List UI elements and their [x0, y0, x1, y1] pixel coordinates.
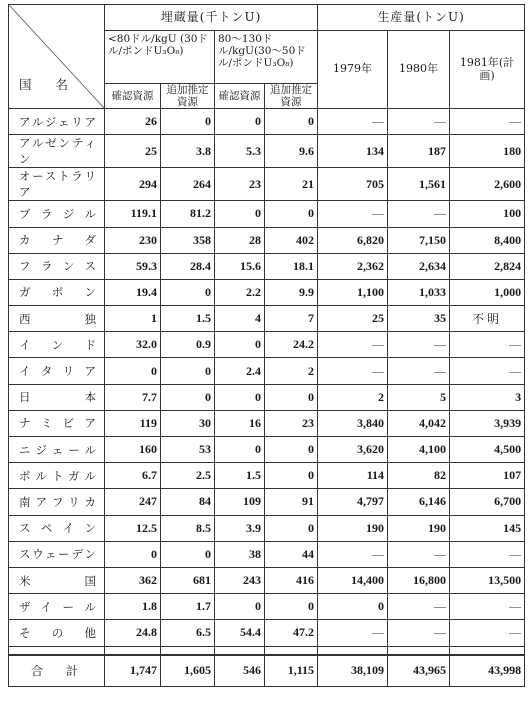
country-name: スウェーデン — [9, 541, 105, 567]
production-1979: — — [318, 358, 388, 384]
production-1979: 705 — [318, 168, 388, 201]
country-name: ナミビア — [9, 410, 105, 436]
reserve-r1-confirmed: 7.7 — [105, 384, 161, 410]
range1-confirmed-header: 確認資源 — [105, 84, 161, 109]
reserve-r2-confirmed: 109 — [215, 489, 265, 515]
country-name: イタリア — [9, 358, 105, 384]
country-name: オーストラリア — [9, 168, 105, 201]
production-1981: 8,400 — [450, 227, 525, 253]
total-label: 合計 — [9, 655, 105, 687]
production-1979: 2 — [318, 384, 388, 410]
reserve-r1-confirmed: 160 — [105, 437, 161, 463]
reserve-r1-estimated: 28.4 — [161, 253, 215, 279]
production-1981: 6,700 — [450, 489, 525, 515]
country-name: ニジェール — [9, 437, 105, 463]
production-1980: 5 — [388, 384, 450, 410]
reserve-r1-estimated: 2.5 — [161, 463, 215, 489]
reserve-r2-confirmed: 0 — [215, 384, 265, 410]
reserve-r2-estimated: 2 — [265, 358, 318, 384]
reserve-r1-confirmed: 294 — [105, 168, 161, 201]
reserve-r1-estimated: 84 — [161, 489, 215, 515]
production-1981: — — [450, 358, 525, 384]
reserve-r1-estimated: 0 — [161, 109, 215, 135]
reserve-r2-confirmed: 23 — [215, 168, 265, 201]
reserve-r2-estimated: 0 — [265, 109, 318, 135]
year-1980-header: 1980年 — [388, 31, 450, 109]
production-1981: 4,500 — [450, 437, 525, 463]
reserve-r2-estimated: 416 — [265, 567, 318, 593]
total-r1-confirmed: 1,747 — [105, 655, 161, 687]
range2-confirmed-header: 確認資源 — [215, 84, 265, 109]
production-1979: — — [318, 620, 388, 646]
reserve-r2-confirmed: 1.5 — [215, 463, 265, 489]
production-1981: — — [450, 541, 525, 567]
reserve-r2-confirmed: 0 — [215, 437, 265, 463]
reserve-r1-estimated: 0 — [161, 541, 215, 567]
total-r2-estimated: 1,115 — [265, 655, 318, 687]
production-group-header: 生産量(トンU) — [318, 5, 525, 31]
reserve-r1-estimated: 0 — [161, 279, 215, 305]
production-1981: 1,000 — [450, 279, 525, 305]
country-name: ザイール — [9, 594, 105, 620]
reserve-r2-estimated: 91 — [265, 489, 318, 515]
reserve-r1-confirmed: 362 — [105, 567, 161, 593]
production-1981: — — [450, 620, 525, 646]
country-header-cell — [9, 5, 105, 109]
reserve-r1-confirmed: 119 — [105, 410, 161, 436]
reserve-r2-confirmed: 243 — [215, 567, 265, 593]
country-name: その他 — [9, 620, 105, 646]
table-row — [9, 410, 525, 436]
total-production-1980: 43,965 — [388, 655, 450, 687]
production-1981: — — [450, 109, 525, 135]
production-1980: 16,800 — [388, 567, 450, 593]
reserve-r2-estimated: 9.9 — [265, 279, 318, 305]
production-1980: 7,150 — [388, 227, 450, 253]
country-name: 西独 — [9, 306, 105, 332]
production-1980: 82 — [388, 463, 450, 489]
table-row — [9, 567, 525, 593]
total-production-1979: 38,109 — [318, 655, 388, 687]
reserve-r2-estimated: 21 — [265, 168, 318, 201]
country-name: カナダ — [9, 227, 105, 253]
reserve-r2-confirmed: 2.2 — [215, 279, 265, 305]
table-body — [9, 109, 525, 646]
total-r2-confirmed: 546 — [215, 655, 265, 687]
reserve-r2-estimated: 47.2 — [265, 620, 318, 646]
reserve-r2-confirmed: 54.4 — [215, 620, 265, 646]
production-1980: 4,042 — [388, 410, 450, 436]
reserve-r1-estimated: 681 — [161, 567, 215, 593]
production-1979: 1,100 — [318, 279, 388, 305]
reserve-r1-estimated: 30 — [161, 410, 215, 436]
reserve-r2-estimated: 0 — [265, 463, 318, 489]
reserve-r2-confirmed: 0 — [215, 594, 265, 620]
reserve-r2-estimated: 18.1 — [265, 253, 318, 279]
table-row — [9, 135, 525, 168]
table-row — [9, 306, 525, 332]
production-1979: 3,620 — [318, 437, 388, 463]
reserve-r1-estimated: 1.7 — [161, 594, 215, 620]
reserve-r2-confirmed: 16 — [215, 410, 265, 436]
country-name: スペイン — [9, 515, 105, 541]
production-1981: — — [450, 594, 525, 620]
country-name: アルジェリア — [9, 109, 105, 135]
range2-header: 80～130ドル/kgU(30～50ドル/ポンドU₃O₈) — [215, 31, 318, 84]
country-name: インド — [9, 332, 105, 358]
production-1980: — — [388, 358, 450, 384]
table-row — [9, 437, 525, 463]
production-1981: 2,824 — [450, 253, 525, 279]
production-1981: 2,600 — [450, 168, 525, 201]
reserve-r1-estimated: 53 — [161, 437, 215, 463]
reserve-r2-estimated: 9.6 — [265, 135, 318, 168]
reserve-r1-estimated: 358 — [161, 227, 215, 253]
reserve-r2-confirmed: 5.3 — [215, 135, 265, 168]
country-column-header: 国 名 — [19, 76, 78, 92]
production-1981: — — [450, 332, 525, 358]
table-row — [9, 489, 525, 515]
country-name: ガボン — [9, 279, 105, 305]
total-section — [9, 646, 525, 686]
production-1981: 不明 — [450, 306, 525, 332]
country-name: 米国 — [9, 567, 105, 593]
production-1980: 1,033 — [388, 279, 450, 305]
country-name: 南アフリカ — [9, 489, 105, 515]
production-1981: 100 — [450, 201, 525, 227]
reserve-r1-confirmed: 6.7 — [105, 463, 161, 489]
production-1981: 3,939 — [450, 410, 525, 436]
reserve-r2-confirmed: 0 — [215, 201, 265, 227]
country-name: ポルトガル — [9, 463, 105, 489]
reserve-r2-estimated: 23 — [265, 410, 318, 436]
year-1981-header: 1981年(計画) — [450, 31, 525, 109]
reserve-r1-estimated: 3.8 — [161, 135, 215, 168]
year-1979-header: 1979年 — [318, 31, 388, 109]
reserve-r1-estimated: 264 — [161, 168, 215, 201]
reserve-r2-confirmed: 4 — [215, 306, 265, 332]
reserve-r2-confirmed: 15.6 — [215, 253, 265, 279]
production-1981: 13,500 — [450, 567, 525, 593]
production-1980: 35 — [388, 306, 450, 332]
production-1980: — — [388, 332, 450, 358]
reserve-r2-estimated: 44 — [265, 541, 318, 567]
reserve-r1-confirmed: 1 — [105, 306, 161, 332]
table-row — [9, 384, 525, 410]
table-row — [9, 227, 525, 253]
reserve-r2-estimated: 0 — [265, 384, 318, 410]
reserve-r2-estimated: 0 — [265, 594, 318, 620]
reserve-r2-confirmed: 3.9 — [215, 515, 265, 541]
reserve-r1-confirmed: 12.5 — [105, 515, 161, 541]
table-row — [9, 279, 525, 305]
production-1980: 2,634 — [388, 253, 450, 279]
production-1979: 6,820 — [318, 227, 388, 253]
table-row — [9, 463, 525, 489]
reserve-r1-confirmed: 230 — [105, 227, 161, 253]
reserve-r1-confirmed: 25 — [105, 135, 161, 168]
production-1979: — — [318, 332, 388, 358]
production-1979: 25 — [318, 306, 388, 332]
production-1979: 0 — [318, 594, 388, 620]
reserve-r1-estimated: 8.5 — [161, 515, 215, 541]
production-1980: 4,100 — [388, 437, 450, 463]
production-1980: — — [388, 541, 450, 567]
production-1979: 190 — [318, 515, 388, 541]
production-1980: 6,146 — [388, 489, 450, 515]
reserve-r2-estimated: 7 — [265, 306, 318, 332]
production-1980: — — [388, 620, 450, 646]
reserve-r1-confirmed: 119.1 — [105, 201, 161, 227]
reserve-r2-estimated: 0 — [265, 437, 318, 463]
production-1980: — — [388, 109, 450, 135]
country-name: フランス — [9, 253, 105, 279]
production-1979: 134 — [318, 135, 388, 168]
reserve-r1-estimated: 0.9 — [161, 332, 215, 358]
uranium-reserves-production-table — [8, 4, 525, 687]
table-row — [9, 109, 525, 135]
reserve-r2-confirmed: 28 — [215, 227, 265, 253]
table-row — [9, 332, 525, 358]
reserve-r1-estimated: 6.5 — [161, 620, 215, 646]
country-name: 日本 — [9, 384, 105, 410]
reserve-r1-confirmed: 32.0 — [105, 332, 161, 358]
reserve-r1-confirmed: 1.8 — [105, 594, 161, 620]
reserve-r2-estimated: 0 — [265, 515, 318, 541]
total-r1-estimated: 1,605 — [161, 655, 215, 687]
reserve-r1-confirmed: 26 — [105, 109, 161, 135]
reserve-r1-confirmed: 0 — [105, 358, 161, 384]
production-1979: 14,400 — [318, 567, 388, 593]
production-1980: — — [388, 201, 450, 227]
production-1979: 4,797 — [318, 489, 388, 515]
reserve-r2-confirmed: 2.4 — [215, 358, 265, 384]
uranium-table-container — [8, 4, 524, 687]
production-1979: 3,840 — [318, 410, 388, 436]
range1-estimated-header: 追加推定資源 — [161, 84, 215, 109]
table-row — [9, 253, 525, 279]
spacer-row — [9, 646, 525, 655]
reserve-r1-confirmed: 247 — [105, 489, 161, 515]
reserve-r2-estimated: 402 — [265, 227, 318, 253]
reserve-r1-confirmed: 0 — [105, 541, 161, 567]
table-row — [9, 201, 525, 227]
reserve-r2-confirmed: 38 — [215, 541, 265, 567]
production-1981: 145 — [450, 515, 525, 541]
production-1979: 2,362 — [318, 253, 388, 279]
country-name: アルゼンティン — [9, 135, 105, 168]
range2-estimated-header: 追加推定資源 — [265, 84, 318, 109]
reserve-r1-estimated: 1.5 — [161, 306, 215, 332]
country-name: ブラジル — [9, 201, 105, 227]
table-row — [9, 541, 525, 567]
production-1981: 3 — [450, 384, 525, 410]
reserve-r1-estimated: 0 — [161, 384, 215, 410]
production-1980: 190 — [388, 515, 450, 541]
reserve-r1-estimated: 0 — [161, 358, 215, 384]
production-1981: 180 — [450, 135, 525, 168]
production-1981: 107 — [450, 463, 525, 489]
table-row — [9, 594, 525, 620]
range1-header: <80ドル/kgU (30ドル/ポンドU₃O₈) — [105, 31, 215, 84]
production-1980: 1,561 — [388, 168, 450, 201]
reserve-r1-confirmed: 24.8 — [105, 620, 161, 646]
reserve-r1-confirmed: 19.4 — [105, 279, 161, 305]
table-row — [9, 515, 525, 541]
production-1980: 187 — [388, 135, 450, 168]
production-1979: — — [318, 109, 388, 135]
reserve-r2-estimated: 0 — [265, 201, 318, 227]
reserve-r2-estimated: 24.2 — [265, 332, 318, 358]
table-row — [9, 620, 525, 646]
reserve-r1-estimated: 81.2 — [161, 201, 215, 227]
total-production-1981: 43,998 — [450, 655, 525, 687]
production-1980: — — [388, 594, 450, 620]
table-row — [9, 358, 525, 384]
production-1979: — — [318, 541, 388, 567]
reserves-group-header: 埋蔵量(千トンU) — [105, 5, 318, 31]
production-1979: 114 — [318, 463, 388, 489]
reserve-r1-confirmed: 59.3 — [105, 253, 161, 279]
total-row — [9, 655, 525, 687]
production-1979: — — [318, 201, 388, 227]
reserve-r2-confirmed: 0 — [215, 332, 265, 358]
table-row — [9, 168, 525, 201]
reserve-r2-confirmed: 0 — [215, 109, 265, 135]
